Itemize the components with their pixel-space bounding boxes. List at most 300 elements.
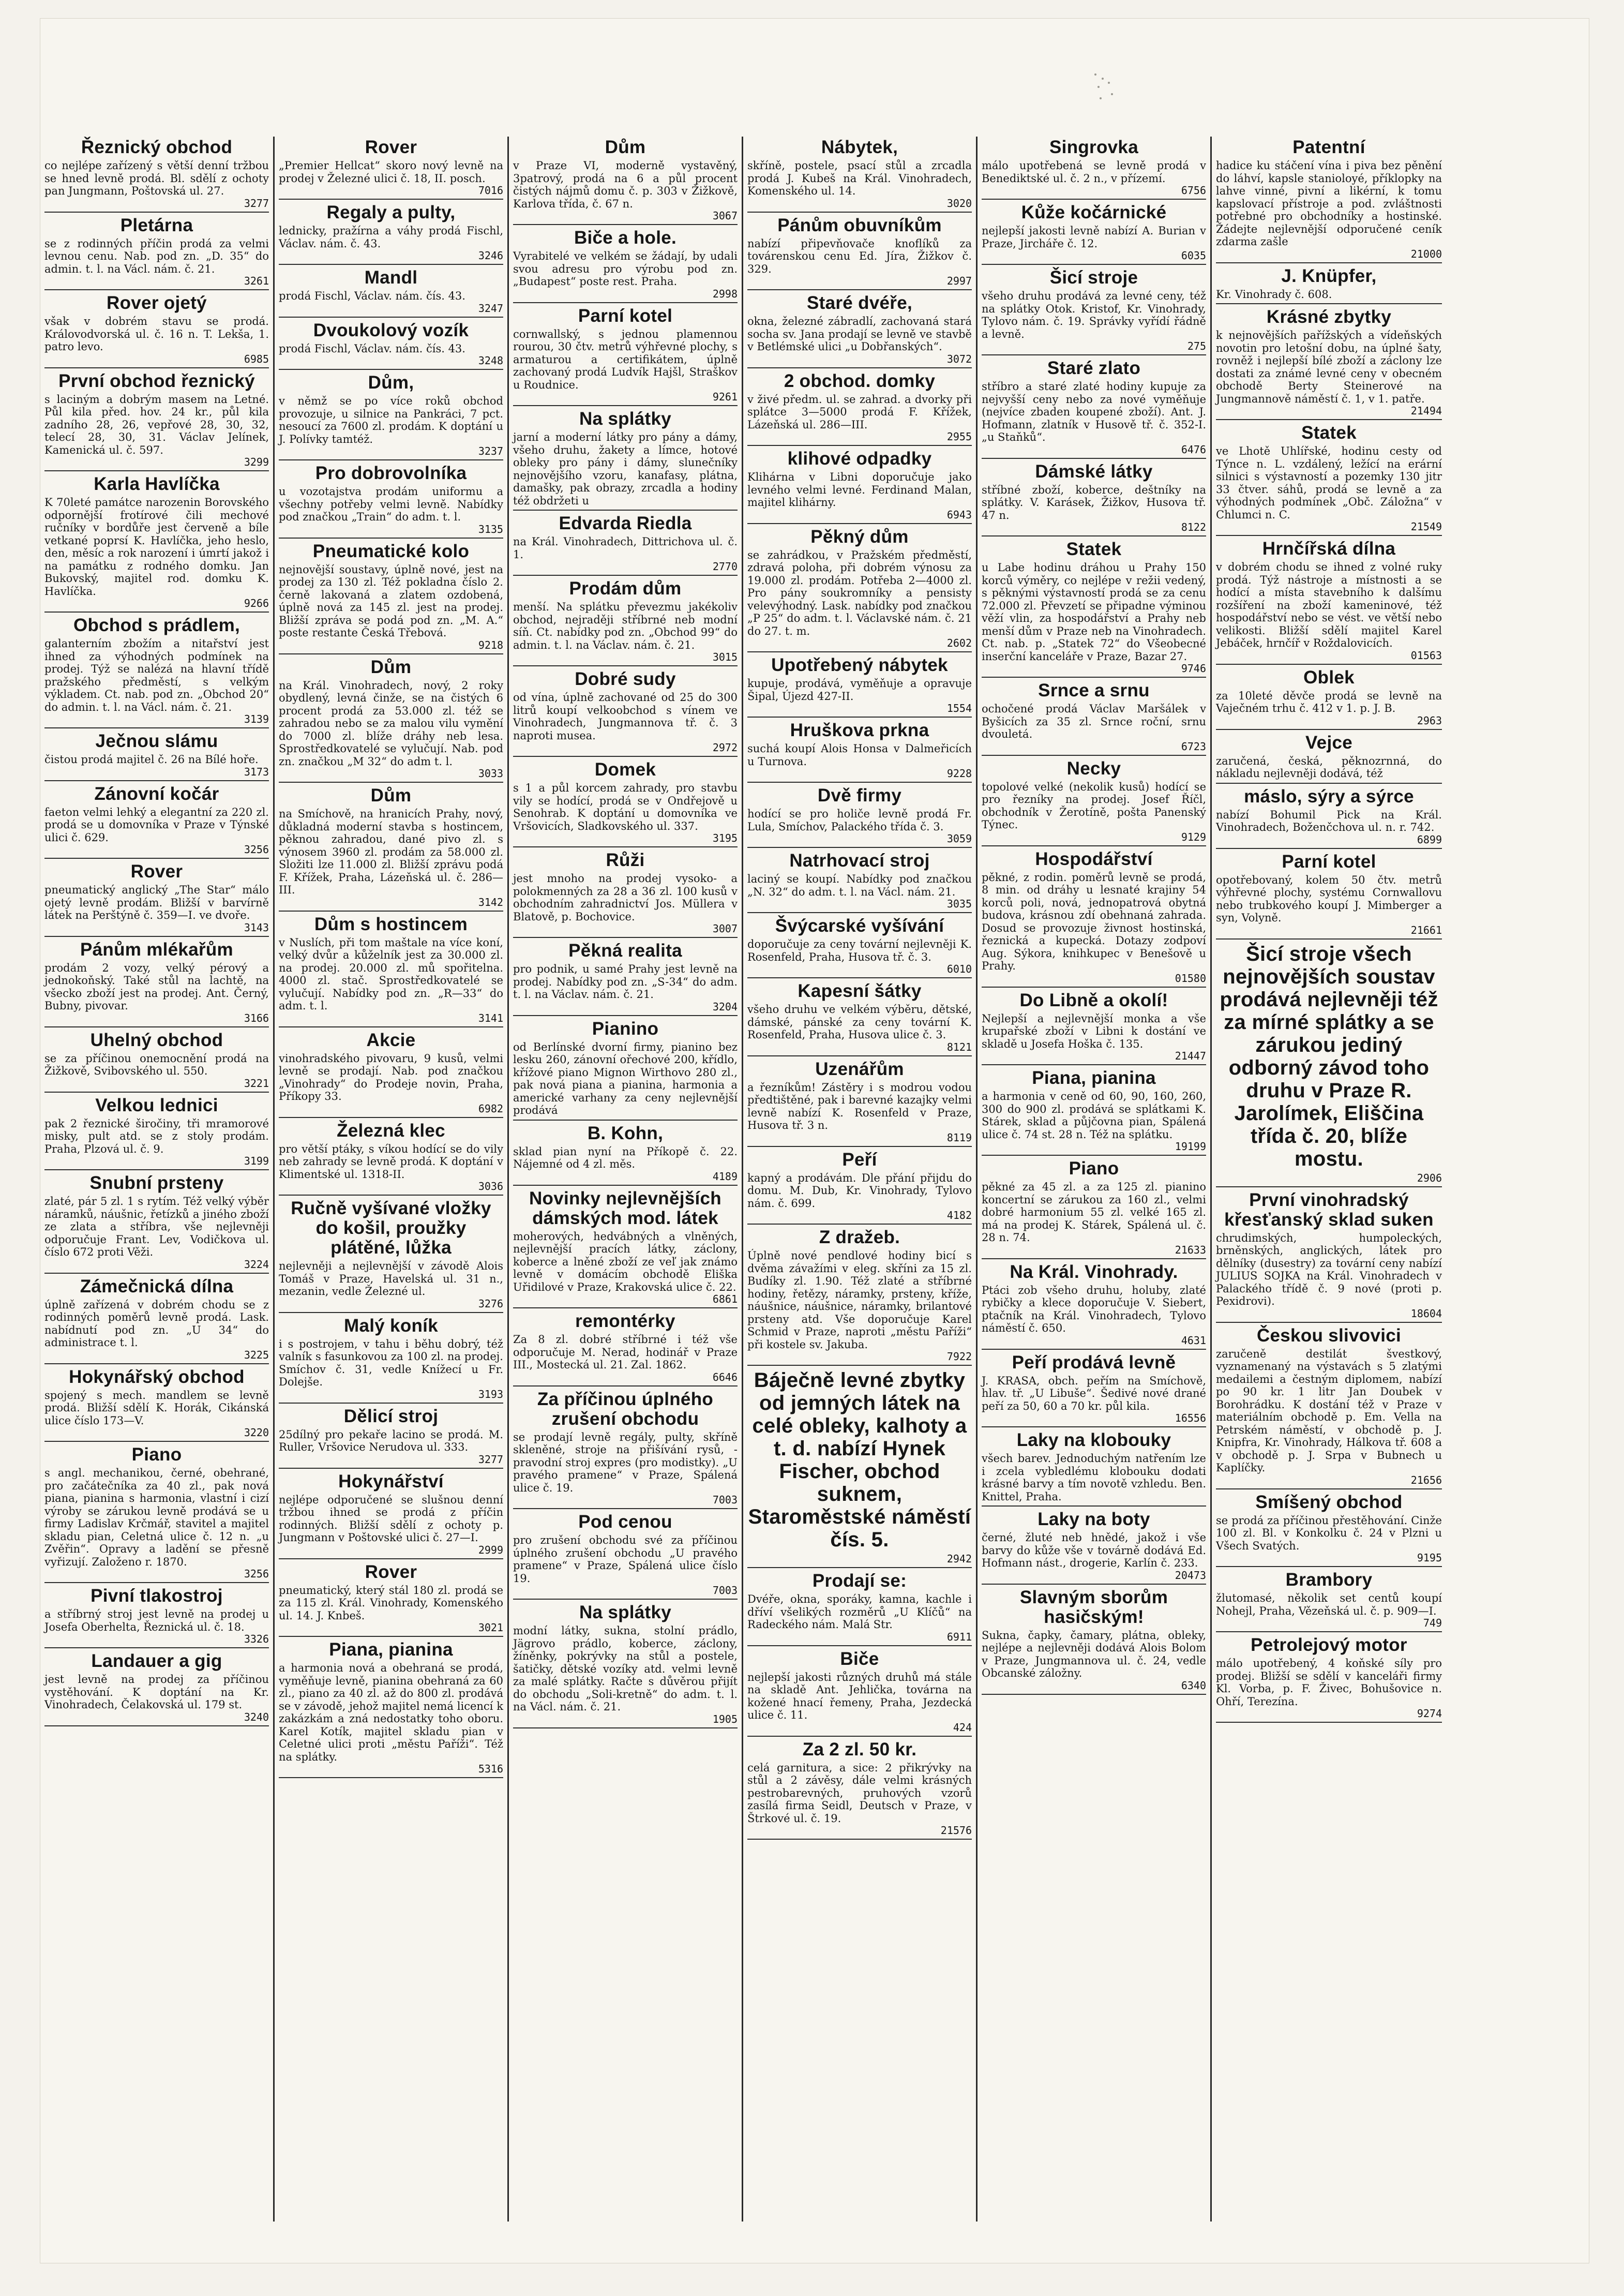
- ad-text: a řezníkům! Zástěry i s modrou vodou předtištěné, pak i barevné kazajky velmi levně nabízí K. Rosenfeld v Praze, Husova tř. 3 n.: [747, 1081, 972, 1131]
- ad-heading: Smíšený obchod: [1255, 1492, 1403, 1512]
- ad-heading: Obchod s prádlem,: [73, 615, 240, 635]
- ad-heading: Piana, pianina: [329, 1639, 453, 1660]
- ad-code-number: 424: [953, 1721, 972, 1734]
- ad-heading: Dámské látky: [1035, 461, 1153, 482]
- ad-code-number: 01580: [1175, 972, 1206, 985]
- ad-text: ochočené prodá Václav Maršálek v Byšicích za 35 zl. Srnce roční, srnu dvouletá.: [982, 703, 1206, 740]
- ad-text: s angl. mechanikou, černé, obehrané, pro začátečníka za 40 zl., pak nová piana, pianina s harmonia, vlastní i cizí výroby se zárukou levně prodává se u firmy Ladislav Krčmář, stavitel a majitel skladu pian, Celetná ulice č. 12 n. „u Zvěřin“. Opravy a ladění se přesně vyřizují. Založeno r. 1870.: [44, 1467, 269, 1568]
- classified-ad: [1216, 852, 1442, 940]
- ad-heading: Krásné zbytky: [1266, 307, 1392, 327]
- ad-code-number: 3166: [244, 1011, 269, 1024]
- ad-text: málo upotřebená se levně prodá v Benediktské ul. č. 2 n., v přízemí.: [982, 159, 1206, 185]
- ad-code-number: 7016: [478, 184, 503, 197]
- ad-heading: Peří: [842, 1149, 877, 1170]
- newspaper-page: [40, 19, 1589, 2263]
- ad-code-number: 3237: [478, 445, 503, 457]
- ad-text: Úplně nové pendlové hodiny bicí s dvěma závažími v eleg. skříni za 15 zl. Budíky zl. 1.90. Též zlaté a stříbrné hodiny, řetězy, náramky, prsteny, kříže, náušnice, náušnice, náramky, brilantové prsteny atd. Vše doporučuje Karel Schmid v Praze, naproti „městu Paříži“ při kostele sv. Jakuba.: [747, 1249, 972, 1351]
- ad-text: opotřebovaný, kolem 50 čtv. metrů výhřevné plochy, systému Cornwallovu nebo trubkového koupí J. Mimberger a syn, Volyně.: [1216, 873, 1442, 924]
- ad-text: stříbné zboží, koberce, deštníky na splátky. V. Karásek, Žižkov, Husova tř. 47 n.: [982, 483, 1206, 521]
- ad-heading: Prodám dům: [569, 578, 682, 599]
- ad-heading: Laky na boty: [1037, 1509, 1150, 1529]
- ad-text: pneumatický, který stál 180 zl. prodá se za 115 zl. Král. Vinohrady, Komenského ul. 14. J. Knbeš.: [279, 1584, 503, 1622]
- classified-ad: [513, 1603, 738, 1728]
- classified-ad: [44, 1096, 269, 1171]
- ad-text: na Král. Vinohradech, nový, 2 roky obydlený, levná činže, se na čistých 6 procent prodá za 53.000 zl. též se zahradou nebo se za malou vilu vymění do 7000 zl. blíže dráhy neb lesa. Sprostředkovatelé se vylučují. Nab. pod zn. značkou „M 32“ do adm t. l.: [279, 679, 503, 768]
- ad-text: s laciným a dobrým masem na Letné. Půl kila před. hov. 24 kr., půl kila zadního 28, 26, vepřové 28, 30, 32, telecí 28, 30, 31. Václav Jelínek, Kamenická ul. č. 597.: [44, 393, 269, 456]
- ad-heading: Na splátky: [579, 409, 672, 429]
- classified-ad: [747, 981, 972, 1056]
- ad-code-number: 3248: [478, 354, 503, 367]
- ad-code-number: 16556: [1175, 1412, 1206, 1424]
- classified-ad: [279, 1031, 503, 1118]
- classified-ad: [1216, 733, 1442, 784]
- ad-text: menší. Na splátku převezmu jakékoliv obchod, nejraději stříbrné neb modní síň. Ct. nabídky pod zn. „Obchod 99“ do admin. t. l. na Václav. nám. č. 21.: [513, 601, 738, 651]
- ad-text: se z rodinných příčin prodá za velmi levnou cenu. Nab. pod zn. „D. 35“ do admin. t. l. na Václ. nám. č. 21.: [44, 237, 269, 275]
- ad-text: modní látky, sukna, stolní prádlo, Jägrovo prádlo, koberce, záclony, žíněnky, pokrývky na stůl a postele, šatičky, dětské vozíky atd. velmi levně za malé splátky. Račte s důvěrou přijít do obchodu „Soli-kretně“ do adm. t. l. na Václ. nám. č. 21.: [513, 1624, 738, 1713]
- ad-code-number: 3220: [244, 1426, 269, 1439]
- ad-code-number: 6861: [712, 1293, 738, 1305]
- ad-code-number: 9746: [1181, 662, 1206, 675]
- ad-heading: Petrolejový motor: [1251, 1635, 1407, 1655]
- ad-heading: Na Král. Vinohrady.: [1010, 1261, 1178, 1282]
- ad-code-number: 01563: [1410, 649, 1442, 662]
- ad-heading: První obchod řeznický: [58, 370, 255, 391]
- ad-heading: Peří prodává levně: [1012, 1352, 1176, 1373]
- ad-code-number: 9195: [1417, 1552, 1442, 1564]
- ad-heading: Mandl: [364, 267, 418, 288]
- classified-ad: [1216, 787, 1442, 849]
- classified-ad: [279, 542, 503, 654]
- classified-ad: [747, 851, 972, 913]
- classified-ad: [44, 940, 269, 1027]
- ad-text: jest mnoho na prodej vysoko- a polokmenných za 28 a 36 zl. 100 kusů v obchodním zahradnictví Jos. Müllera v Blatově, p. Bochovice.: [513, 872, 738, 923]
- ad-column-6: [1212, 137, 1446, 2222]
- ad-code-number: 21633: [1175, 1243, 1206, 1256]
- classified-ad: [513, 941, 738, 1016]
- ad-heading: J. Knüpfer,: [1281, 265, 1377, 286]
- classified-ad: [982, 991, 1206, 1066]
- classified-ad: [982, 1588, 1206, 1695]
- ad-heading: Nábytek,: [821, 137, 898, 157]
- ad-code-number: 9261: [712, 391, 738, 403]
- ad-code-number: 3067: [712, 210, 738, 222]
- ad-code-number: 21661: [1410, 923, 1442, 936]
- ad-code-number: 18604: [1410, 1307, 1442, 1320]
- ad-heading: B. Kohn,: [587, 1123, 664, 1143]
- ad-text: se zahrádkou, v Pražském předměstí, zdravá poloha, při dobrém výnosu za 19.000 zl. prodám. Potřeba 2—4000 zl. Pro pány soukromníky a pensisty velevýhodný. Lask. nabídky pod značkou „P 25“ do adm. t. l. Václavské nám. č. 21 do 27. t. m.: [747, 548, 972, 637]
- ad-text: a stříbrný stroj jest levně na prodej u Josefa Oberhelta, Řeznická ul. č. 18.: [44, 1608, 269, 1633]
- ad-code-number: 20473: [1175, 1569, 1206, 1582]
- ad-text: jarní a moderní látky pro pány a dámy, všeho druhu, žakety a límce, hotové obleky pro pány i dámy, slunečníky nejnovějšího vzoru, kanafasy, plátna, damašky, pak obrazy, zrcadla a hodiny též obdržeti u: [513, 431, 738, 507]
- ad-heading: Ječnou slámu: [95, 731, 218, 751]
- classified-ad: [279, 1407, 503, 1469]
- ad-text: pak 2 řeznické širočiny, tři mramorové misky, pult atd. se z stoly prodám. Praha, Plzová ul. č. 9.: [44, 1117, 269, 1155]
- classified-ad: [982, 462, 1206, 537]
- ad-code-number: 3173: [244, 765, 269, 778]
- classified-ad: [279, 786, 503, 912]
- classified-ad: [279, 1316, 503, 1404]
- classified-ad: [747, 721, 972, 783]
- ad-text: a harmonia v ceně od 60, 90, 160, 260, 300 do 900 zl. prodává se splátkami K. Stárek, sklad a půjčovna pian, Spálená ulice č. 74 st. 28 n. Též na splátku.: [982, 1090, 1206, 1141]
- ad-code-number: 3193: [478, 1388, 503, 1400]
- classified-ad: [982, 1430, 1206, 1507]
- ad-code-number: 21656: [1410, 1473, 1442, 1486]
- classified-ad: [1216, 1190, 1442, 1323]
- classified-ad: [279, 1199, 503, 1313]
- ad-code-number: 3224: [244, 1258, 269, 1271]
- ad-heading: Pod cenou: [578, 1512, 672, 1532]
- ad-text: nejlevněji a nejlevnější v závodě Alois Tomáš v Praze, Havelská ul. 31 n., mezanin, vedle Železné ul.: [279, 1260, 503, 1298]
- ad-column-1: [40, 137, 275, 2222]
- ad-text: zaručeně destilát švestkový, vyznamenaný na výstavách s 5 zlatými medailemi a čestným diplomem, nabízí po 90 kr. 1 litr Jan Doubek v Borohrádku. K dostání též v Praze v materiálním obchodě p. Em. Vella na Petrském náměstí, v obchodě p. J. Knipfra, Kr. Vinohrady, Hálkova tř. 608 a v obchodě p. J. Srpa v Bubnech u Kaplíčky.: [1216, 1347, 1442, 1474]
- ad-text: 25dílný pro pekaře lacino se prodá. M. Ruller, Vršovice Nerudova ul. 333.: [279, 1428, 503, 1453]
- ad-text: v živé předm. ul. se zahrad. a dvorky při splátce 3—5000 prodá F. Křížek, Lázeňská ul. 286—III.: [747, 393, 972, 431]
- ad-code-number: 9274: [1417, 1707, 1442, 1720]
- ad-text: žlutomasé, několik set centů koupí Nohejl, Praha, Vězeňská ul. č. p. 909—I.: [1216, 1592, 1442, 1617]
- classified-ad: [1216, 423, 1442, 536]
- ad-text: K 70leté památce narozenin Borovského odpornější frotírové čili mechové ručníky v bordůře jest červeně a bíle vetkané poprsí K. Havlíčka, jeho heslo, den, měsíc a rok narození i úmrtí jakož i na památku z rodného domku. Jan Bukovský, majitel rod. domku K. Havlíčka.: [44, 496, 269, 598]
- ad-heading: Rover ojetý: [107, 293, 207, 313]
- ad-heading: Akcie: [366, 1030, 416, 1050]
- classified-ad: [747, 527, 972, 653]
- ad-code-number: 2997: [946, 275, 972, 287]
- ad-code-number: 2972: [712, 741, 738, 754]
- ad-text: na Král. Vinohradech, Dittrichova ul. č. 1.: [513, 535, 738, 561]
- ad-heading: Šicí stroje: [1049, 267, 1138, 288]
- ad-heading: Hruškova prkna: [790, 720, 929, 740]
- ad-text: Sukna, čapky, čamary, plátna, obleky, nejlépe a nejlevněji dodává Alois Bolom v Praze, Jungmannova ul. č. 24, vedle Obcanské záložny.: [982, 1629, 1206, 1679]
- ad-code-number: 3261: [244, 275, 269, 287]
- ad-code-number: 3059: [946, 832, 972, 845]
- ad-text: pěkné za 45 zl. a za 125 zl. pianino koncertní se zárukou za 160 zl., velmi dobré harmonium 55 zl. velké 165 zl. má na prodej K. Stárek, Spálená ul. č. 28 n. 74.: [982, 1181, 1206, 1244]
- ad-text: v Praze VI, moderně vystavěný, 3patrový, prodá na 6 a půl procent čistých nájmů domu č. p. 303 v Žižkově, Karlova třída, č. 67 n.: [513, 159, 738, 210]
- ad-heading: Piana, pianina: [1032, 1068, 1156, 1088]
- classified-ad: [279, 268, 503, 318]
- ad-text: nejlépe odporučené se slušnou denní tržbou ihned se prodá z příčin rodinných. Bližší sdělí z ochoty p. Jungmann v Poštovské ulici č. 27—I.: [279, 1493, 503, 1544]
- ad-text: se prodá za příčinou přestěhování. Cinže 100 zl. Bl. v Konkolku č. 24 v Plzni u Všech Svatých.: [1216, 1514, 1442, 1552]
- ad-heading: Do Libně a okolí!: [1019, 990, 1168, 1010]
- ad-code-number: 6476: [1181, 443, 1206, 456]
- ad-heading: Dům: [605, 137, 646, 157]
- ad-heading: Zánovní kočár: [94, 783, 219, 804]
- classified-ad: [513, 514, 738, 576]
- ad-code-number: 8122: [1181, 521, 1206, 533]
- classified-ad: [44, 1277, 269, 1364]
- ad-heading: Pánům mlékařům: [80, 939, 233, 960]
- ad-code-number: 6035: [1181, 249, 1206, 262]
- ad-code-number: 2906: [1417, 1171, 1442, 1184]
- ad-text: hadice ku stáčení vína i piva bez pěnění do láhví, kapsle stanioloyé, příklopky na lahve vinné, pivní a likérní, k tomu kapslovací přístroje a pod. zvláštnosti potřebné pro obchodníky a hostinské. Žádejte nejlevnější odporučené ceník zdarma zašle: [1216, 159, 1442, 248]
- ad-text: chrudimských, humpoleckých, brněnských, anglických, látek pro dělníky (dusestry) za tovární ceny nabízí JULIUS SOJKA na Král. Vinohradech v Palackého třídě č. 9 nové (proti p. Pexidrovi).: [1216, 1231, 1442, 1307]
- ad-text: prodá Fischl, Václav. nám. čís. 43.: [279, 342, 465, 355]
- ad-text: všeho druhu prodává za levné ceny, též na splátky Otok. Kristof, Kr. Vinohrady, Tylovo nám. č. 19. Správky vyřídí řádně a levně.: [982, 290, 1206, 340]
- ad-text: celá garnitura, a sice: 2 přikrývky na stůl a 2 závěsy, dále velmi krásných pestrobarevných, pruhových vzorů zasílá firma Seidl, Deutsch v Praze, v Štrkové ul. č. 19.: [747, 1761, 972, 1825]
- classified-ad: [513, 579, 738, 666]
- ad-text: čistou prodá majitel č. 26 na Bílé hoře.: [44, 753, 259, 766]
- ad-code-number: 19199: [1175, 1140, 1206, 1153]
- classified-ad: [747, 371, 972, 446]
- ad-heading: Pivní tlakostroj: [91, 1586, 223, 1606]
- ad-heading: Piano: [131, 1444, 182, 1465]
- ad-text: doporučuje za ceny tovární nejlevněji K. Rosenfeld, Praha, Husova tř. č. 3.: [747, 938, 972, 963]
- ad-text: od vína, úplně zachované od 25 do 300 litrů koupí velkoobchod s vínem ve Vinohradech, Jungmannova tř. č. 3 naproti musea.: [513, 691, 738, 742]
- ad-text: s 1 a půl korcem zahrady, pro stavbu vily se hodící, prodá se v Ondřejově u Senohrab. K doptání u domovníka ve Vršovicích, Sladkovského ul. 337.: [513, 782, 738, 832]
- ad-heading: Na splátky: [579, 1602, 672, 1622]
- ad-heading: Parní kotel: [578, 305, 673, 326]
- ad-heading: Novinky nejlevnějších dámských mod. látek: [529, 1188, 721, 1228]
- classified-ad: [513, 1189, 738, 1309]
- classified-ad: [982, 1068, 1206, 1156]
- ad-heading: Necky: [1066, 758, 1121, 779]
- classified-ad: [44, 862, 269, 937]
- classified-ad: [513, 228, 738, 303]
- classified-ad: [747, 1649, 972, 1737]
- ad-text: od Berlínské dvorní firmy, pianino bez lesku 260, zánovní ořechové 200, křídlo, křížové piano Mignon Wirthovo 280 zl., pak nová piana a pianina, harmonia a americké varhany za ceny nejlevnější prodává: [513, 1040, 738, 1116]
- ad-code-number: 21549: [1410, 520, 1442, 533]
- ad-code-number: 3277: [244, 197, 269, 210]
- ad-heading: Karla Havlíčka: [94, 474, 220, 494]
- ad-code-number: 6943: [946, 508, 972, 521]
- classified-ad: [44, 1367, 269, 1442]
- ad-heading: Slavným sborům hasičským!: [1019, 1587, 1168, 1627]
- classified-ad: [1216, 1635, 1442, 1723]
- ad-heading: Statek: [1301, 423, 1357, 443]
- ad-text: cornwallský, s jednou plamennou rourou, 30 čtv. metrů výhřevné plochy, s armaturou a certifikátem, úplně zachovaný prodá Ludvík Hajšl, Straškov u Roudnice.: [513, 327, 738, 391]
- ad-text: pro větší ptáky, s víkou hodící se do vily neb zahrady se levně prodá. K doptání v Klimentské ul. 1318-II.: [279, 1142, 503, 1181]
- classified-ad: [513, 409, 738, 511]
- classified-ad: [747, 1571, 972, 1646]
- ad-heading: Dělicí stroj: [343, 1406, 439, 1426]
- ad-heading: Staré dvéře,: [807, 293, 912, 313]
- ad-code-number: 2770: [712, 560, 738, 573]
- ad-text: všech barev. Jednoduchým natřením lze i zcela vybledlému klobouku dodati krásné barvy a tím novotě vzhledu. Ben. Knittel, Praha.: [982, 1452, 1206, 1503]
- ad-text: hodící se pro holiče levně prodá Fr. Lula, Smíchov, Palackého třída č. 3.: [747, 808, 972, 833]
- ad-heading: Laky na klobouky: [1016, 1430, 1171, 1450]
- ad-heading: Uhelný obchod: [90, 1030, 223, 1050]
- ad-heading: Kapesní šátky: [798, 981, 922, 1001]
- classified-ad: [513, 138, 738, 225]
- ad-code-number: 3033: [478, 767, 503, 780]
- ad-code-number: 1554: [946, 702, 972, 714]
- ad-heading: remontérky: [575, 1311, 675, 1331]
- ad-column-3: [509, 137, 743, 2222]
- ad-heading: Rover: [130, 861, 183, 882]
- ad-heading: klihové odpadky: [787, 449, 932, 469]
- ad-text: suchá koupí Alois Honsa v Dalmeřicích u Turnova.: [747, 742, 972, 768]
- ad-code-number: 2602: [946, 637, 972, 649]
- classified-ad: [279, 1121, 503, 1196]
- ad-code-number: 9129: [1181, 830, 1206, 843]
- ad-text: pěkné, z rodin. poměrů levně se prodá, 8 min. od dráhy u lesnaté krajiny 54 korců poli, nová, jednopatrová obytná budova, krásnou zdí obehnaná zahrada. Dosud se provozuje živnost hostinská, řeznická a kupecká. Dotazy zodpoví Aug. Sýkora, knihkupec v Benešově u Prahy.: [982, 871, 1206, 972]
- classified-ad: [747, 1228, 972, 1366]
- ad-text: „Premier Hellcat“ skoro nový levně na prodej v Železné ulici č. 18, II. posch.: [279, 159, 503, 185]
- ad-heading: Růži: [606, 850, 645, 870]
- ad-text: všeho druhu ve velkém výběru, dětské, dámské, pánské za ceny tovární K. Rosenfeld, Praha, Husova ulice č. 3.: [747, 1003, 972, 1041]
- classified-ad: [279, 138, 503, 200]
- ad-heading: Pánům obuvníkům: [777, 215, 942, 235]
- ad-text: ve Lhotě Uhlířské, hodinu cesty od Týnce n. L. vzdálený, ležící na erární silnici s výstavností a pozemky 130 jitr 33 čtver. sáhů, prodá se levně a za výhodných podmínek „Obč. Záložna“ v Chlumci n. C.: [1216, 445, 1442, 521]
- classified-ad: [1216, 1493, 1442, 1568]
- ad-code-number: 3195: [712, 832, 738, 844]
- classified-ad: [982, 681, 1206, 756]
- paper-speck: [1090, 70, 1121, 107]
- ad-text: Nejlepší a nejlevnější monka a vše krupařské zboží v Libni k dostání ve skladě u Josefa Hoška č. 135.: [982, 1012, 1206, 1050]
- ad-text: galanterním zbožím a nitařství jest ihned za výhodných podmínek na prodej. Týž se nalézá na hlavní třídě pražského předměstí, s velkým výkladem. Ct. nab. pod zn. „Obchod 20“ do admin. t. l. na Václ. nám. č. 21.: [44, 637, 269, 713]
- ad-heading: Patentní: [1292, 137, 1365, 157]
- ad-text: jest levně na prodej za příčinou vystěhování. K doptání na Kr. Vinohradech, Čelakovská ul. 179 st.: [44, 1673, 269, 1711]
- classified-ad: [44, 474, 269, 613]
- classified-ad: [747, 1369, 972, 1568]
- ad-code-number: 8119: [946, 1131, 972, 1144]
- ad-text: a harmonia nová a obehraná se prodá, vyměňuje levně, pianina obehraná za 60 zl., piano za 40 zl. až do 800 zl. prodává se v závodě, jehož majitel nemá licencí k zakázkám a zná nedostatky toho oboru. Karel Kotík, majitel skladu pian v Celetné ulici proti „městu Paříži“. Též na splátky.: [279, 1662, 503, 1763]
- ad-heading: Biče: [840, 1648, 879, 1669]
- ad-text: nabízí Bohumil Pick na Král. Vinohradech, Boženčchova ul. n. r. 742.: [1216, 808, 1442, 833]
- classified-ad: [982, 268, 1206, 355]
- ad-text: lednicky, pražírna a váhy prodá Fischl, Václav. nám. č. 43.: [279, 225, 503, 250]
- ad-heading: Singrovka: [1049, 137, 1138, 157]
- ad-heading: Snubní prsteny: [89, 1173, 224, 1193]
- ad-text: v dobrém chodu se ihned z volné ruky prodá. Týž nástroje a místnosti a se hodící a místa stavebního k dalšímu rozšíření na zboží kameninové, též hospodářství nebo se vést. ve větší nebo velikosti. Bližší sdělí majitel Karel Jebáček, hrnčíř v Roždalovicích.: [1216, 561, 1442, 649]
- classified-ad: [1216, 138, 1442, 263]
- classified-ad: [279, 464, 503, 539]
- ad-code-number: 21000: [1410, 247, 1442, 260]
- ad-heading: Rover: [365, 137, 417, 157]
- classified-ad: [982, 1159, 1206, 1259]
- ad-code-number: 4189: [712, 1170, 738, 1183]
- classified-ad: [279, 915, 503, 1027]
- ad-code-number: 3072: [946, 352, 972, 365]
- ad-heading: Dům s hostincem: [314, 914, 468, 934]
- ad-code-number: 6723: [1181, 740, 1206, 753]
- ad-heading: Zámečnická dílna: [80, 1276, 234, 1296]
- ad-code-number: 3036: [478, 1180, 503, 1192]
- ad-code-number: 749: [1423, 1617, 1442, 1629]
- ad-heading: Brambory: [1285, 1570, 1373, 1590]
- ad-text: Klihárna v Libni doporučuje jako levného velmi levné. Ferdinand Malan, majitel klihárny.: [747, 471, 972, 509]
- ad-text: kapný a prodávám. Dle přání přijdu do domu. M. Dub, Kr. Vinohrady, Tylovo nám. č. 699.: [747, 1171, 972, 1210]
- ad-heading: Vejce: [1305, 732, 1353, 753]
- ad-code-number: 7922: [946, 1350, 972, 1363]
- ad-heading: Biče a hole.: [574, 228, 677, 248]
- classified-ad: [747, 1740, 972, 1840]
- ad-heading: Za 2 zl. 50 kr.: [802, 1739, 917, 1760]
- ad-text: v němž se po více roků obchod provozuje, u silnice na Pankráci, 7 pct. nesoucí za 7600 zl. prodám. K doptání u J. Polívky tamtéž.: [279, 395, 503, 445]
- classified-ad: [747, 786, 972, 848]
- ad-heading: Dům: [370, 657, 412, 677]
- ad-text: prodám 2 vozy, velký pérový a jednokoňský. Také stůl na lachtě, na všecko zboží jest na prodej. Ant. Černý, Bubny, pivovar.: [44, 961, 269, 1012]
- ad-code-number: 2999: [478, 1543, 503, 1556]
- ad-text: J. KRASA, obch. peřím na Smíchově, hlav. tř. „U Libuše“. Šedivé nové drané peří za 50, 60 a 70 kr. půl kila.: [982, 1374, 1206, 1412]
- ad-code-number: 7003: [712, 1494, 738, 1506]
- classified-ad: [279, 1640, 503, 1778]
- ad-heading: máslo, sýry a sýrce: [1244, 786, 1414, 807]
- ad-heading: Dvě firmy: [817, 785, 902, 806]
- ad-heading: Pneumatické kolo: [312, 541, 470, 561]
- ad-text: Ptáci zob všeho druhu, holuby, zlaté rybičky a klece doporučuje V. Siebert, ptačník na Král. Vinohradech, Tylovo náměstí č. 650.: [982, 1284, 1206, 1334]
- ad-text: vinohradského pivovaru, 9 kusů, velmi levně se prodají. Nab. pod značkou „Vinohrady“ do Prodeje novin, Praha, Příkopy 33.: [279, 1052, 503, 1102]
- ad-code-number: 3256: [244, 1568, 269, 1580]
- ad-heading: Uzenářům: [815, 1058, 904, 1079]
- ad-heading: Dům: [370, 785, 412, 806]
- classified-ad: [982, 1510, 1206, 1585]
- ad-code-number: 3256: [244, 843, 269, 856]
- ad-code-number: 3135: [478, 523, 503, 535]
- ad-code-number: 9218: [478, 638, 503, 651]
- classified-ad: [279, 373, 503, 460]
- ad-column-4: [743, 137, 978, 2222]
- ad-code-number: 3277: [478, 1453, 503, 1466]
- classified-ad: [44, 1586, 269, 1648]
- ad-text: se za příčinou onemocnění prodá na Žižkově, Svibovského ul. 550.: [44, 1052, 269, 1077]
- ad-code-number: 21494: [1410, 405, 1442, 417]
- classified-ad: [44, 732, 269, 781]
- ad-code-number: 3204: [712, 1000, 738, 1013]
- classified-ad: [747, 655, 972, 718]
- classified-ad: [982, 203, 1206, 265]
- ad-heading: Hokynářství: [338, 1471, 444, 1492]
- ad-code-number: 7003: [712, 1584, 738, 1597]
- ad-code-number: 2963: [1417, 714, 1442, 727]
- classified-ad: [44, 1031, 269, 1093]
- ad-heading: Oblek: [1303, 667, 1355, 688]
- ad-text: se prodají levně regály, pulty, skříně skleněné, stroje na přišívání rysů, -pravodní stroj expres (pro modistky). „U pravého pramene“ v Praze, Spálená ulice č. 19.: [513, 1430, 738, 1494]
- ad-text: nejlepší jakosti levně nabízí A. Burian v Praze, Jircháře č. 12.: [982, 225, 1206, 250]
- ad-heading: Dům,: [368, 372, 414, 393]
- ad-heading: Šicí stroje všech nejnovějších soustav prodává nejlevněji též za mírné splátky a se zárukou jediný odborný závod toho druhu v Praze R. Jarolímek, Eliščina třída č. 20, blíže mostu.: [1220, 942, 1438, 1170]
- classified-ad: [1216, 266, 1442, 305]
- ad-text: nejnovější soustavy, úplně nové, jest na prodej za 130 zl. Též pokladna číslo 2. černě lakovaná a zlatem ozdobená, úplně nová za 145 zl. jest na prodej. Bližší zpráva se podá pod zn. „M. A.“ poste restante Česká Třebová.: [279, 563, 503, 639]
- classified-ad: [1216, 1326, 1442, 1489]
- ad-code-number: 6982: [478, 1102, 503, 1115]
- ad-heading: Piano: [1069, 1158, 1119, 1179]
- ad-code-number: 6899: [1417, 833, 1442, 846]
- ad-heading: Pěkný dům: [810, 526, 909, 547]
- classified-ad: [44, 784, 269, 859]
- classified-ad: [513, 1311, 738, 1386]
- ad-text: nabízí připevňovače knoflíků za továrenskou cenu Ed. Jíra, Žižkov č. 329.: [747, 237, 972, 275]
- ad-code-number: 3142: [478, 896, 503, 908]
- ad-code-number: 3240: [244, 1710, 269, 1723]
- classified-ad: [44, 1173, 269, 1274]
- ad-code-number: 3007: [712, 922, 738, 935]
- ad-code-number: 6756: [1181, 184, 1206, 197]
- ad-code-number: 3326: [244, 1633, 269, 1645]
- ad-text: stříbro a staré zlaté hodiny kupuje za nejvyšší ceny nebo za nové vyměňuje (nejvíce zbaden koupené zboží). Ant. J. Hofmann, zlatník v Husově tř. č. 352-I. „u Staňků“.: [982, 380, 1206, 443]
- ad-text: zlaté, pár 5 zl. 1 s rytím. Též velký výběr náramků, náušnic, řetízků a jiného zboží ze zlata a stříbra, vše nejlevněji odporučuje Frant. Lev, Vodičkova ul. číslo 672 proti Věži.: [44, 1195, 269, 1258]
- classified-ad: [747, 293, 972, 368]
- classified-ad: [513, 760, 738, 847]
- ad-code-number: 3035: [946, 898, 972, 910]
- ad-code-number: 2955: [946, 430, 972, 443]
- ad-code-number: 9228: [946, 767, 972, 780]
- ad-text: však v dobrém stavu se prodá. Královodvorská ul. č. 16 n. T. Lekša, 1. patro levo.: [44, 315, 269, 353]
- classified-ad: [513, 1390, 738, 1510]
- classified-ad: [279, 203, 503, 265]
- ad-columns: [40, 137, 1589, 2222]
- ad-heading: 2 obchod. domky: [784, 370, 936, 391]
- classified-ad: [44, 371, 269, 472]
- ad-heading: Statek: [1066, 539, 1122, 559]
- classified-ad: [513, 851, 738, 938]
- classified-ad: [44, 216, 269, 291]
- ad-text: nejlepší jakosti různých druhů má stále na skladě Ant. Jehlička, továrna na kožené hnací řemeny, Praha, Jezdecká ulice č. 11.: [747, 1671, 972, 1721]
- ad-heading: Dvoukolový vozík: [313, 320, 469, 340]
- classified-ad: [982, 540, 1206, 678]
- classified-ad: [1216, 539, 1442, 665]
- ad-heading: Domek: [594, 759, 656, 780]
- classified-ad: [279, 1472, 503, 1559]
- classified-ad: [747, 1150, 972, 1225]
